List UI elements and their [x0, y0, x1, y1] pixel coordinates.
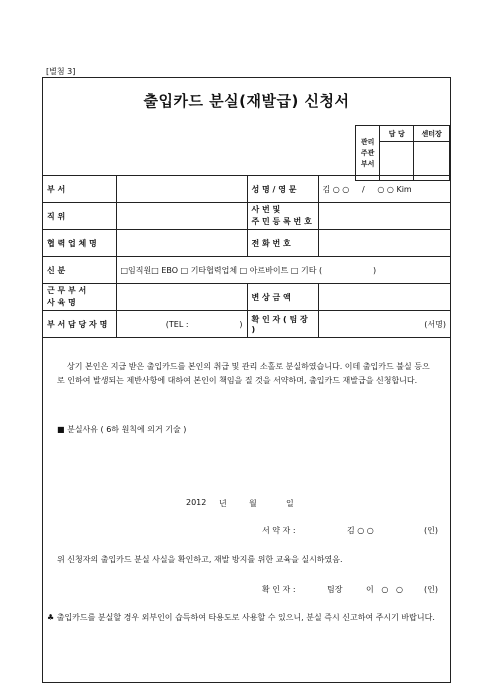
position-label	[43, 203, 116, 230]
dept-label-text: 부 서	[47, 184, 66, 194]
loss-reason-label: ■ 분실사유 ( 6하 원칙에 의거 기술 )	[57, 425, 187, 434]
work-dept-label-line1: 근 무 부 서	[47, 286, 87, 295]
pledger-label: 서 약 자 :	[262, 526, 296, 535]
company-field[interactable]	[116, 230, 247, 257]
id-number-label-line1: 사 번 및	[251, 205, 281, 214]
phone-label: 전 화 번 호	[247, 230, 318, 257]
position-field[interactable]	[116, 203, 247, 230]
amount-field[interactable]	[318, 284, 450, 311]
approval-box	[355, 125, 450, 181]
manager-label: 부 서 담 당 자 명	[43, 311, 116, 338]
pledger-name[interactable]: 김 ○ ○	[347, 526, 374, 535]
approval-side-label: 관리 주관 부서	[356, 126, 380, 181]
form-title: 출입카드 분실(재발급) 신청서	[143, 92, 350, 110]
approval-col-director: 센터장	[414, 126, 450, 142]
confirmer-title: 팀장	[327, 585, 343, 594]
approval-col-staff: 담 당	[380, 126, 414, 142]
confirmer-seal: (인)	[424, 585, 438, 594]
confirmer-label-bottom: 확 인 자 :	[262, 585, 296, 594]
id-number-field[interactable]	[318, 203, 450, 230]
statement-text: 상기 본인은 지급 받은 출입카드를 본인의 취급 및 관리 소홀로 분실하였습니다. 이데 출입카드 불실 등으로 인하여 발생되는 제반사항에 대하여 본인이 책임을 질 것을 서약하며, 출입카드 재발급을 신청합니다.	[57, 362, 430, 385]
name-label: 성 명 / 영 문	[247, 176, 318, 203]
work-dept-field[interactable]	[116, 284, 247, 311]
status-label	[43, 257, 116, 284]
pledger-seal: (인)	[424, 526, 438, 535]
status-label-text: 신 분	[47, 265, 66, 275]
confirmation-text: 위 신청자의 출입카드 분실 사실을 확인하고, 재발 방지를 위한 교육을 실시하였음.	[57, 555, 343, 564]
application-form	[42, 77, 451, 683]
id-number-label	[247, 203, 318, 230]
attachment-label: [별첨 3]	[46, 67, 76, 76]
id-number-label-line2: 주 민 등 록 번 호	[251, 217, 312, 226]
confirmer-signature-field[interactable]: (서명)	[318, 311, 450, 338]
manager-tel-field[interactable]: (TEL : )	[116, 311, 247, 338]
amount-label: 변 상 금 액	[247, 284, 318, 311]
dept-label	[43, 176, 116, 203]
position-label-text: 직 위	[47, 211, 66, 221]
phone-field[interactable]	[318, 230, 450, 257]
loss-notice: ♣ 출입카드를 분실할 경우 외부인이 습득하여 타용도로 사용할 수 있으니, 분실 즉시 신고하여 주시기 바랍니다.	[47, 613, 435, 622]
confirmer-name[interactable]: 이 ○ ○	[366, 585, 403, 594]
date-year[interactable]: 2012	[186, 498, 207, 507]
name-field[interactable]: 김 ○ ○ / ○ ○ Kim	[318, 176, 450, 203]
applicant-info-table	[43, 175, 450, 338]
status-options[interactable]: □임직원□ EBO □ 기타협력업체 □ 아르바이트 □ 기타 ( )	[116, 257, 450, 284]
confirmer-label: 확 인 자 ( 팀 장 )	[247, 311, 318, 338]
work-dept-label	[43, 284, 116, 311]
company-label: 협 력 업 체 명	[43, 230, 116, 257]
work-dept-label-line2: 사 육 명	[47, 298, 76, 307]
date-month-unit: 월	[249, 499, 257, 508]
dept-field[interactable]	[116, 176, 247, 203]
loss-reason-area[interactable]	[57, 438, 437, 488]
date-day-unit: 일	[286, 499, 294, 508]
date-year-unit: 년	[219, 499, 227, 508]
